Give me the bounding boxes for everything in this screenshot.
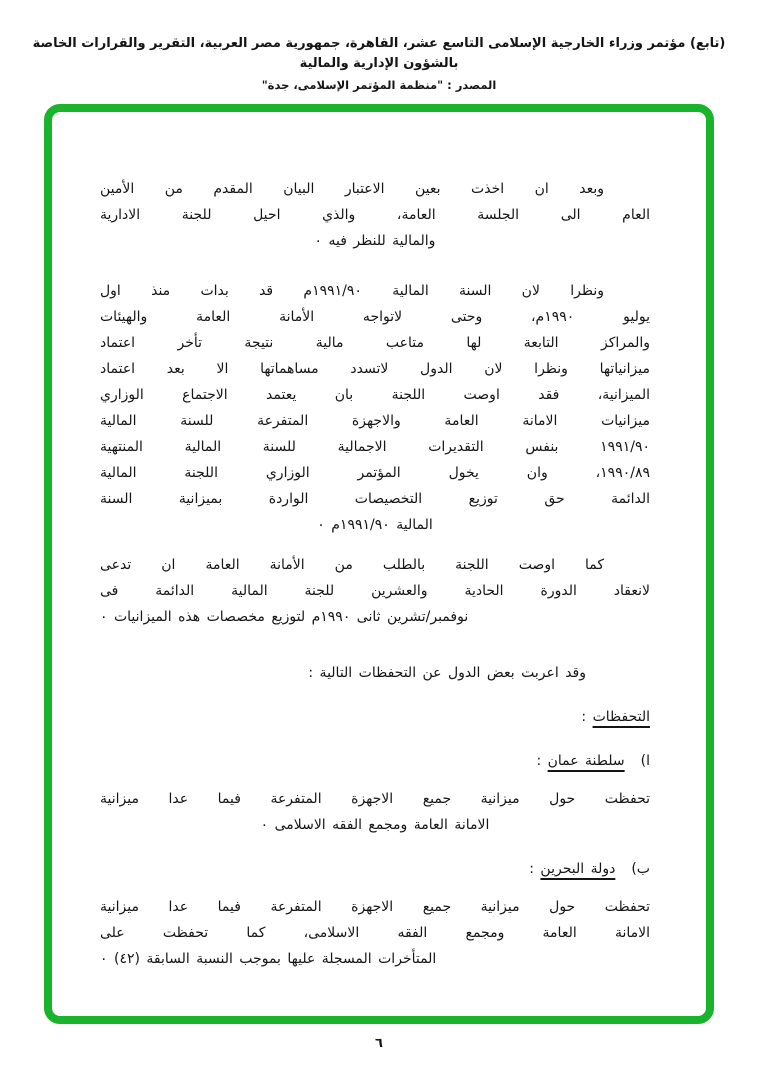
text-line: ميزانياتها ونظرا لان الدول لاتسدد مساهماتها الا بعد اعتماد	[100, 361, 650, 377]
text-line: تحفظت حول ميزانية جميع الاجهزة المتفرعة فيما عدا ميزانية	[100, 791, 650, 807]
text-line: ١٩٩١/٩٠ بنفس التقديرات الاجمالية للسنة المالية المنتهية	[100, 439, 650, 455]
list-marker: ب)	[631, 861, 650, 877]
text-line: وبعد ان اخذت بعين الاعتبار البيان المقدم من الأمين	[100, 181, 604, 197]
text-line: المتأخرات المسجلة عليها بموجب النسبة السابقة (٤٢) ٠	[100, 951, 437, 967]
paragraph	[100, 894, 650, 972]
text-line: وقد اعربت بعض الدول عن التحفظات التالية :	[308, 665, 586, 681]
text-line: العام الى الجلسة العامة، والذي احيل للجنة الادارية	[100, 207, 650, 223]
text-line: ١٩٩٠/٨٩، وان يخول المؤتمر الوزاري اللجنة المالية	[100, 465, 650, 481]
list-item-heading	[100, 748, 650, 774]
green-border-frame	[44, 104, 714, 1024]
text-line: الامانة العامة ومجمع الفقه الاسلامى ٠	[260, 817, 490, 833]
text-line: الامانة العامة ومجمع الفقه الاسلامى، كما تحفظت على	[100, 925, 650, 941]
text-line: الميزانية، فقد اوصت اللجنة بان يعتمد الاجتماع الوزاري	[100, 387, 650, 403]
country-name: دولة البحرين	[540, 861, 616, 877]
text-line: تحفظت حول ميزانية جميع الاجهزة المتفرعة فيما عدا ميزانية	[100, 899, 650, 915]
text-line: والمراكز التابعة لها متاعب مالية نتيجة تأخر اعتماد	[100, 335, 650, 351]
text-line: ونظرا لان السنة المالية ١٩٩١/٩٠م قد بدات منذ اول	[100, 283, 604, 299]
heading-colon: :	[581, 709, 593, 725]
text-line: الدائمة حق توزيع التخصيصات الواردة بميزانية السنة	[100, 491, 650, 507]
text-line: والمالية للنظر فيه ٠	[314, 233, 436, 249]
text-line: لانعقاد الدورة الحادية والعشرين للجنة المالية الدائمة فى	[100, 583, 650, 599]
text-line: كما اوصت اللجنة بالطلب من الأمانة العامة ان تدعى	[100, 557, 604, 573]
text-line: نوفمبر/تشرين ثانى ١٩٩٠م لتوزيع مخصصات هذه الميزانيات ٠	[100, 609, 469, 625]
paragraph	[100, 786, 650, 838]
page-number: ٦	[375, 1036, 383, 1051]
list-item-heading	[100, 856, 650, 882]
text-line: ميزانيات الامانة العامة والاجهزة المتفرعة للسنة المالية	[100, 413, 650, 429]
text-line: يوليو ١٩٩٠م، وحتى لاتواجه الأمانة العامة والهيئات	[100, 309, 650, 325]
header-source: المصدر : "منظمة المؤتمر الإسلامى، جدة"	[261, 78, 497, 92]
document-body	[52, 112, 706, 1016]
header-title: (تابع) مؤتمر وزراء الخارجية الإسلامى التاسع عشر، القاهرة، جمهورية مصر العربية، التقرير والقرارات الخاصة بالشؤون الإدارية والمالية	[32, 36, 726, 71]
country-name: سلطنة عمان	[547, 753, 625, 769]
reservations-heading	[100, 704, 650, 730]
paragraph	[100, 552, 650, 630]
paragraph	[100, 660, 650, 686]
paragraph	[100, 278, 650, 538]
list-marker: ا)	[640, 753, 650, 769]
page-header	[28, 34, 730, 92]
reservations-heading-label: التحفظات	[592, 709, 650, 725]
heading-colon: :	[529, 861, 541, 877]
paragraph	[100, 176, 650, 254]
text-line: المالية ١٩٩١/٩٠م ٠	[317, 517, 433, 533]
heading-colon: :	[536, 753, 548, 769]
